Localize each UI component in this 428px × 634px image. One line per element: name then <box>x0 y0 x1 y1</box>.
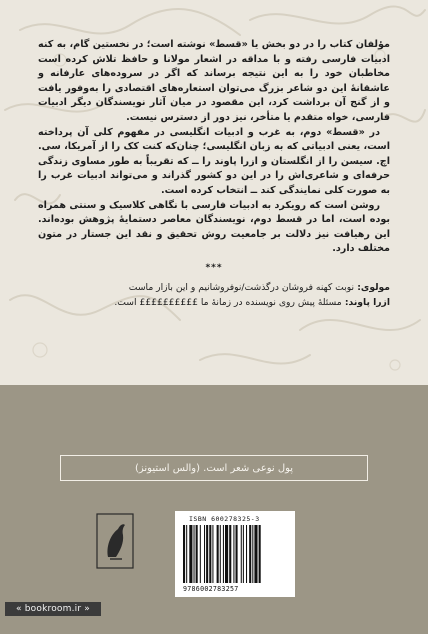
barcode-bar <box>183 525 185 583</box>
barcode-bar <box>246 525 247 583</box>
barcode-bar <box>241 525 242 583</box>
barcode-bar <box>252 525 253 583</box>
isbn-label: ISBN 600278325-3 <box>189 515 260 523</box>
barcode-number: 9786002783257 <box>183 585 239 593</box>
barcode-bar <box>233 525 234 583</box>
barcode-bar <box>249 525 251 583</box>
barcode-bar <box>212 525 213 583</box>
barcode-bar <box>225 525 228 583</box>
quote-pound <box>38 295 390 310</box>
separator-stars: *** <box>205 262 223 273</box>
barcode-bar <box>243 525 244 583</box>
barcode-bar <box>217 525 219 583</box>
barcode-bar <box>259 525 261 583</box>
quote-rumi-name: مولوی: <box>357 281 390 293</box>
barcode-bar <box>220 525 221 583</box>
quote-rumi-text: نوبت کهنه فروشان درگذشت/نوفروشانیم و این بازار ماست <box>128 281 355 293</box>
paragraph-1: مؤلفان کتاب را در دو بخش یا «قسط» نوشته است؛ در نخستین گام، به کنه ادبیات فارسی رفته و با مداقه در اشعار مولانا و حافظ تلاش کرده است مخاطبان خود را به این نتیجه برساند که اگر در سروده‌های عارفانه و عاشقانهٔ این دو شاعر بزرگ می‌توان استعاره‌های اقتصادی را به‌وفور یافت و از گنج آن برداشت کرد، این مقصود در میان آثار نویسندگان دیگر ادبیات فارسی، خواه متقدم یا متأخر، نیز دور از دسترس نیست. <box>38 39 390 123</box>
barcode-bar <box>209 525 211 583</box>
paragraph-3: روشن است که رویکرد به ادبیات فارسی با نگاهی کلاسیک و سنتی همراه بوده است، اما در قسط دوم، نویسندگان معاصر دستمایهٔ پژوهش بوده‌اند. این رهیافت نیز دلالت بر جامعیت روش تحقیق و نقد این جستار در متون مختلف دارد. <box>38 199 390 255</box>
publisher-horse-logo <box>96 513 134 569</box>
barcode-bar <box>206 525 208 583</box>
barcode-bar <box>223 525 224 583</box>
back-cover-bottom-band <box>0 385 428 634</box>
back-cover-text <box>38 38 390 310</box>
isbn-barcode <box>175 511 295 597</box>
barcode-bar <box>186 525 187 583</box>
highlight-quote-text: پول نوعی شعر است. (والس استیونز) <box>134 462 294 474</box>
barcode-bar <box>204 525 205 583</box>
highlight-quote-box <box>60 455 368 481</box>
barcode-bar <box>254 525 257 583</box>
barcode-bar <box>200 525 201 583</box>
barcode-bar <box>229 525 231 583</box>
site-watermark-text: « bookroom.ir » <box>15 604 90 614</box>
quote-rumi <box>38 280 390 295</box>
site-watermark <box>5 602 101 616</box>
barcode-bar <box>236 525 238 583</box>
barcode-bar <box>189 525 192 583</box>
quote-pound-text: مسئلهٔ پیش روی نویسنده در زمانهٔ ما ££££££££££ است. <box>114 296 342 308</box>
barcode-bar <box>196 525 198 583</box>
paragraph-2: در «قسط» دوم، به غرب و ادبیات انگلیسی در مفهوم کلی آن پرداخته است، یعنی ادبیاتی که به زبان انگلیسی؛ چنان‌که کنت کک را از آمریکا، سی. اچ. سیسن را از انگلستان و ازرا پاوند را ــ که تقریباً به طور مساوی زندگی حرفه‌ای و شاعری‌اش را در این دو کشور گذراند و می‌تواند ادبیات غرب را به صورت کلی نمایندگی کند ــ انتخاب کرده است. <box>38 126 390 196</box>
quote-pound-name: ازرا پاوند: <box>344 296 390 308</box>
barcode-bar <box>194 525 195 583</box>
barcode-bars <box>183 525 287 583</box>
